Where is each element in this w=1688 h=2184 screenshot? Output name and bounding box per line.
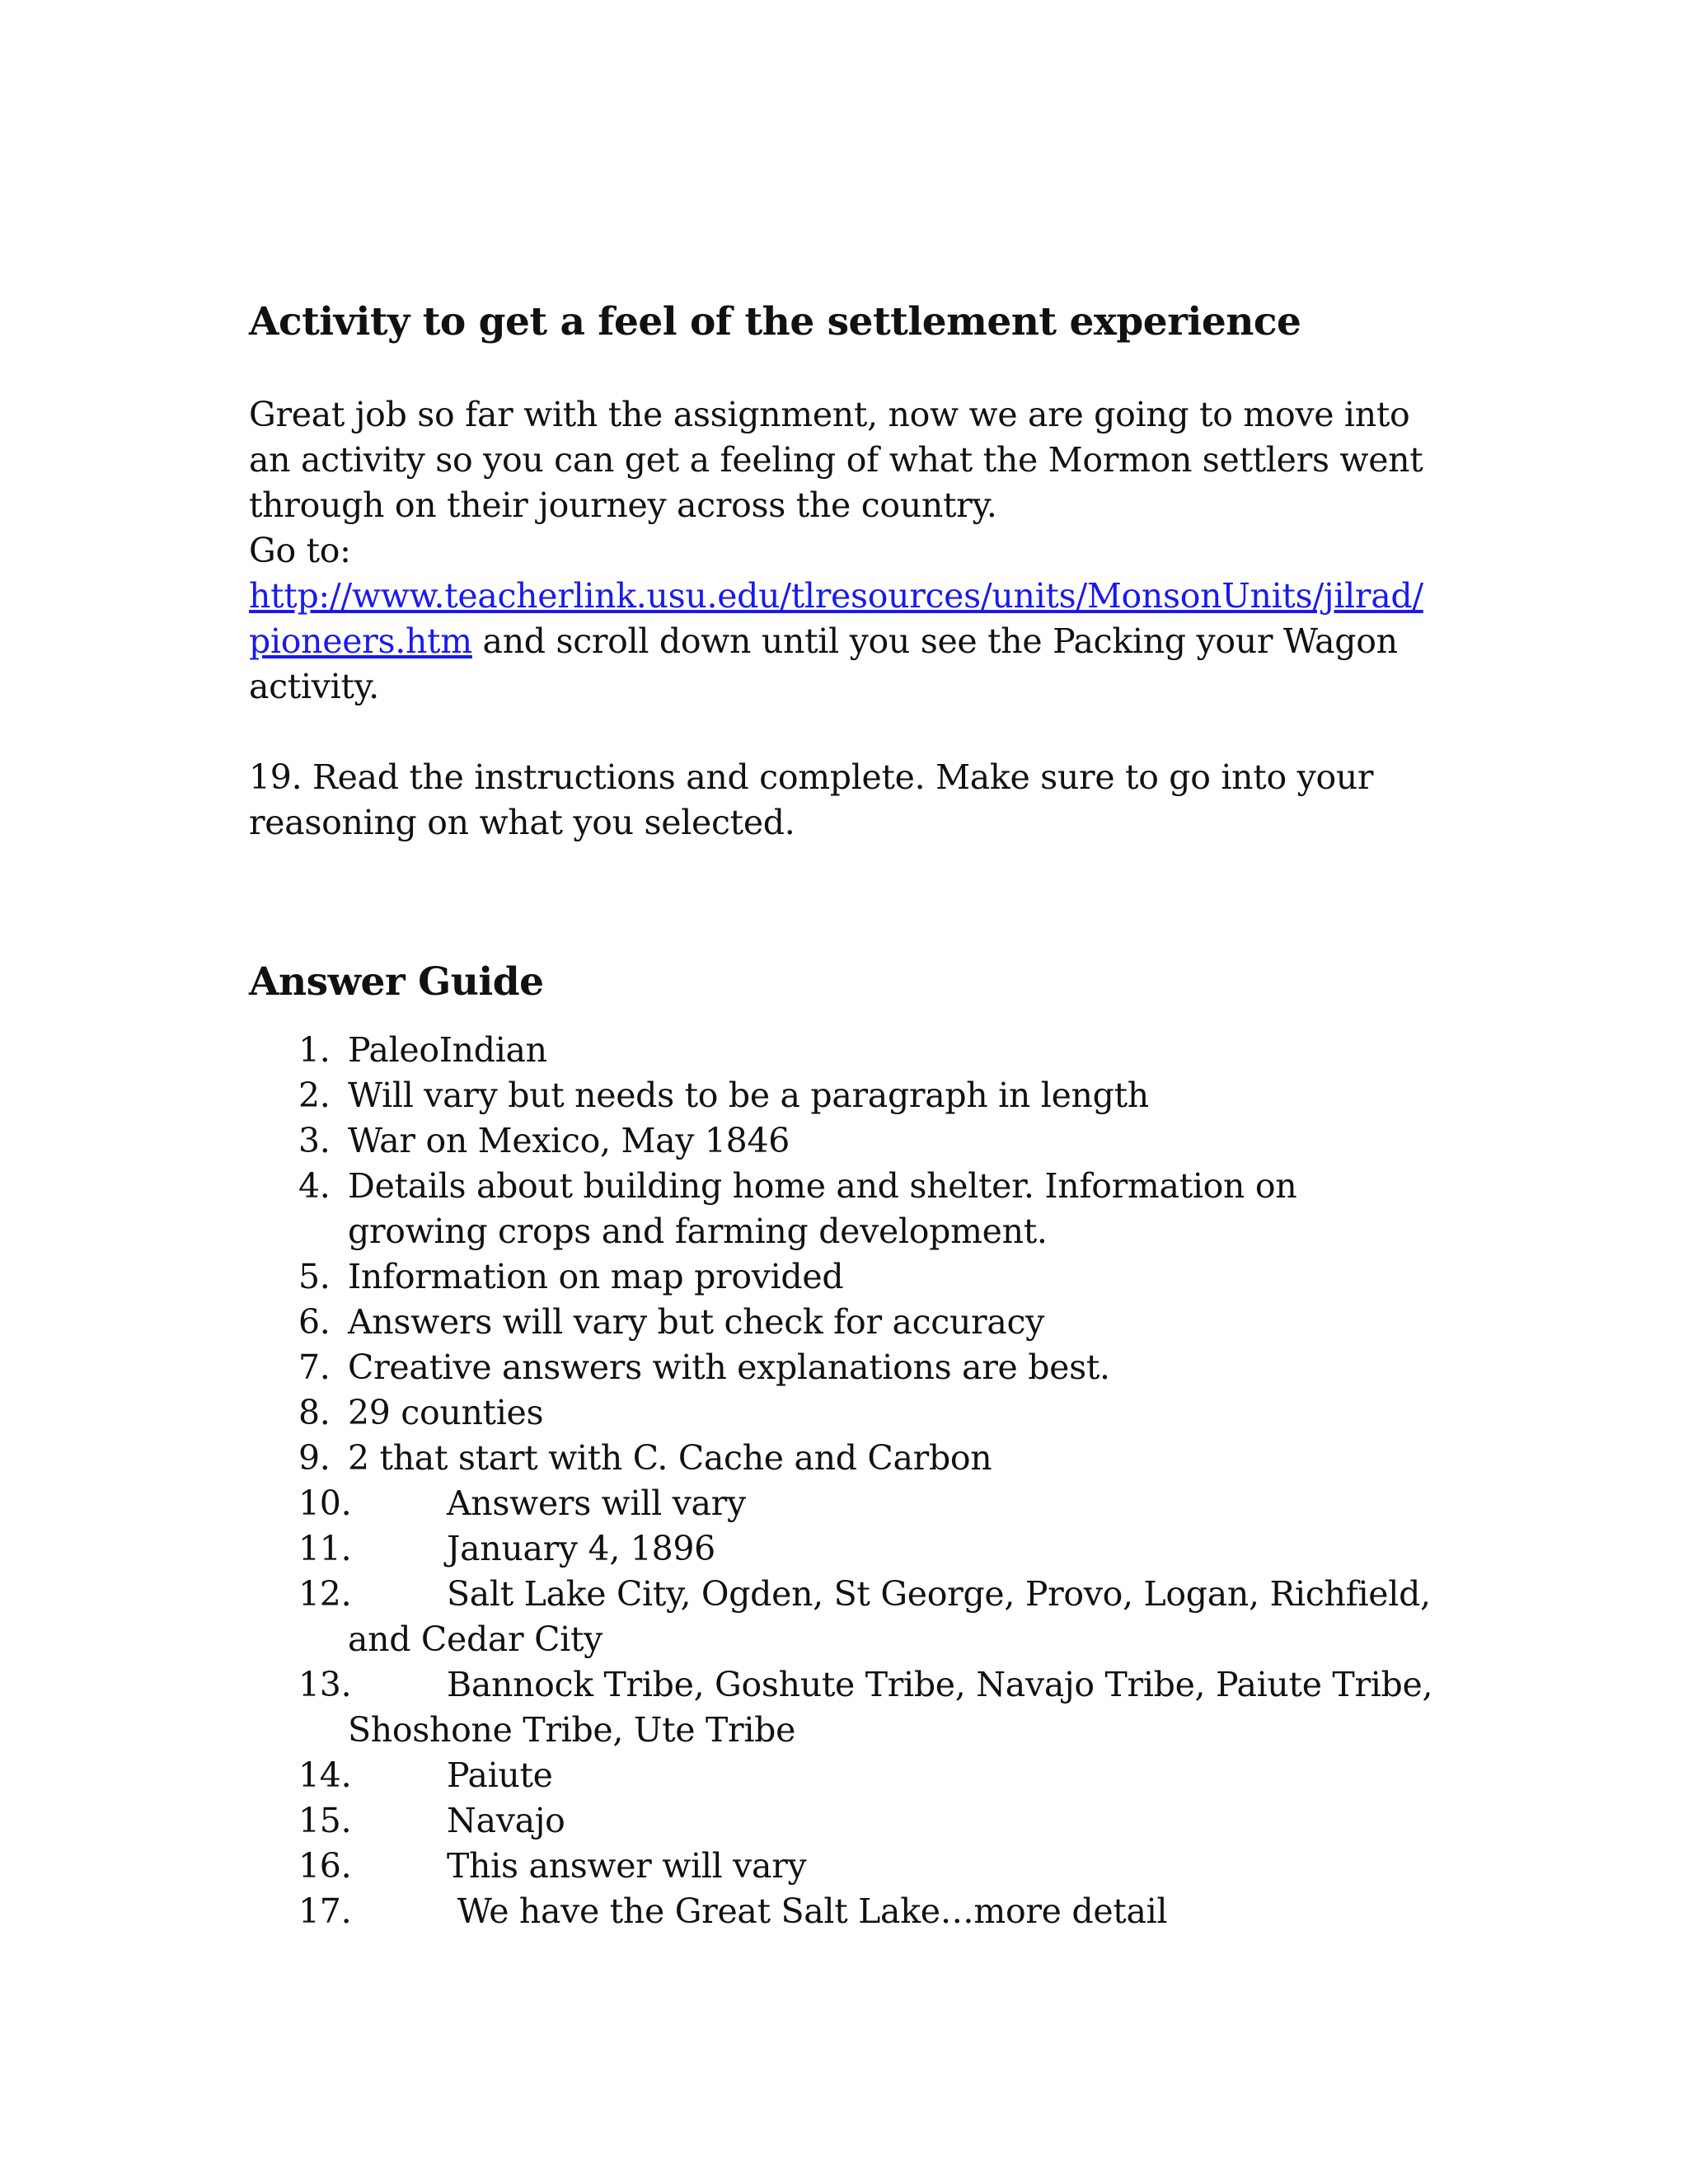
question-19: 19. Read the instructions and complete. Make sure to go into your reasoning on what you selected. bbox=[249, 757, 1374, 842]
item-number: 8. bbox=[298, 1393, 331, 1432]
spacer bbox=[249, 710, 1444, 755]
list-item bbox=[298, 1753, 1444, 1798]
item-text: Paiute bbox=[447, 1755, 553, 1795]
item-text: We have the Great Salt Lake…more detail bbox=[447, 1891, 1168, 1931]
spacer bbox=[249, 349, 1444, 392]
item-text: Navajo bbox=[447, 1801, 565, 1840]
item-number: 15. bbox=[298, 1801, 352, 1840]
item-text: Answers will vary but check for accuracy bbox=[348, 1302, 1045, 1342]
item-number: 7. bbox=[298, 1347, 331, 1387]
item-text: 29 counties bbox=[348, 1393, 544, 1432]
spacer bbox=[249, 1010, 1444, 1028]
page-content bbox=[249, 295, 1444, 1934]
item-number: 13. bbox=[298, 1665, 352, 1704]
list-item bbox=[298, 1481, 1444, 1526]
item-number: 6. bbox=[298, 1302, 331, 1342]
goto-label: Go to: bbox=[249, 531, 351, 570]
list-item bbox=[298, 1254, 1444, 1300]
list-item bbox=[298, 1118, 1444, 1164]
answer-list bbox=[298, 1028, 1444, 1934]
item-number: 5. bbox=[298, 1257, 331, 1296]
item-text: PaleoIndian bbox=[348, 1030, 547, 1070]
list-item bbox=[298, 1572, 1444, 1662]
pioneers-link[interactable]: http://www.teacherlink.usu.edu/tlresources/units/MonsonUnits/jilrad/pioneers.htm bbox=[249, 576, 1423, 661]
item-number: 14. bbox=[298, 1755, 352, 1795]
list-item bbox=[298, 1889, 1444, 1934]
item-number: 9. bbox=[298, 1438, 331, 1478]
item-text: Salt Lake City, Ogden, St George, Provo, Logan, Richfield, and Cedar City bbox=[348, 1574, 1431, 1659]
list-item bbox=[298, 1164, 1444, 1254]
item-text: 2 that start with C. Cache and Carbon bbox=[348, 1438, 992, 1478]
item-number: 4. bbox=[298, 1166, 331, 1206]
item-number: 11. bbox=[298, 1529, 352, 1568]
item-text: Information on map provided bbox=[348, 1257, 844, 1296]
item-number: 16. bbox=[298, 1846, 352, 1886]
list-item bbox=[298, 1662, 1444, 1753]
item-number: 2. bbox=[298, 1076, 331, 1115]
item-text: This answer will vary bbox=[447, 1846, 807, 1886]
list-item bbox=[298, 1390, 1444, 1436]
item-text: War on Mexico, May 1846 bbox=[348, 1121, 790, 1160]
item-text: Will vary but needs to be a paragraph in length bbox=[348, 1076, 1149, 1115]
item-text: Details about building home and shelter. Information on growing crops and farming development. bbox=[348, 1166, 1297, 1251]
list-item bbox=[298, 1798, 1444, 1844]
list-item bbox=[298, 1073, 1444, 1118]
item-text: Bannock Tribe, Goshute Tribe, Navajo Tribe, Paiute Tribe, Shoshone Tribe, Ute Tribe bbox=[348, 1665, 1433, 1750]
list-item bbox=[298, 1345, 1444, 1390]
item-number: 10. bbox=[298, 1483, 352, 1523]
list-item bbox=[298, 1028, 1444, 1073]
activity-intro: Great job so far with the assignment, now we are going to move into an activity so you can get a feeling of what the Mormon settlers went through on their journey across the country. bbox=[249, 395, 1423, 525]
goto-paragraph bbox=[249, 574, 1444, 710]
item-text: January 4, 1896 bbox=[447, 1529, 715, 1568]
item-number: 12. bbox=[298, 1574, 352, 1614]
spacer bbox=[249, 846, 1444, 955]
item-text: Answers will vary bbox=[447, 1483, 746, 1523]
answer-guide-heading: Answer Guide bbox=[249, 959, 544, 1005]
item-text: Creative answers with explanations are best. bbox=[348, 1347, 1110, 1387]
item-number: 17. bbox=[298, 1891, 352, 1931]
list-item bbox=[298, 1844, 1444, 1889]
after-link-text: and scroll down until you see the Packing your Wagon activity. bbox=[249, 621, 1398, 706]
list-item bbox=[298, 1436, 1444, 1481]
list-item bbox=[298, 1526, 1444, 1572]
item-number: 1. bbox=[298, 1030, 331, 1070]
list-item bbox=[298, 1300, 1444, 1345]
item-number: 3. bbox=[298, 1121, 331, 1160]
activity-heading: Activity to get a feel of the settlement experience bbox=[249, 299, 1301, 344]
